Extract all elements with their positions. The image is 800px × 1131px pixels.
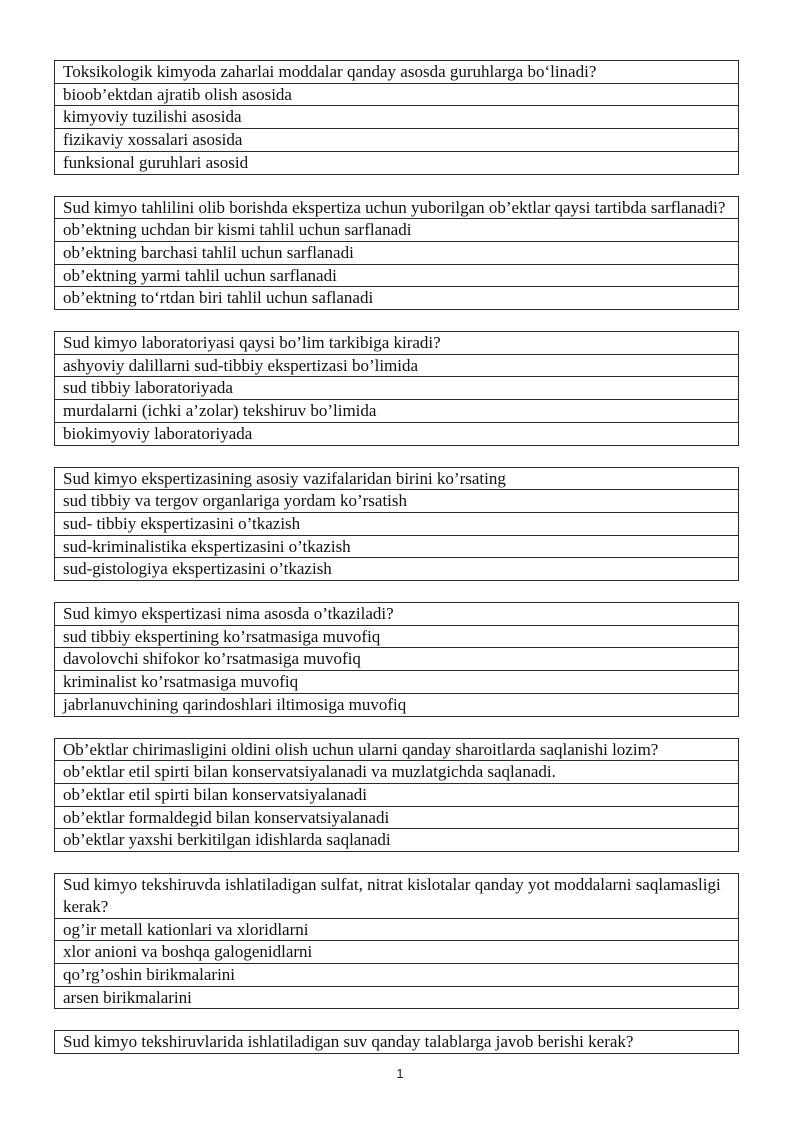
answer-option: ob’ektning yarmi tahlil uchun sarflanadi — [55, 264, 738, 287]
answer-option: murdalarni (ichki a’zolar) tekshiruv bo’limida — [55, 399, 738, 422]
question-text: Sud kimyo ekspertizasi nima asosda o’tkaziladi? — [63, 604, 394, 624]
answer-option: biokimyoviy laboratoriyada — [55, 422, 738, 445]
question-block — [54, 467, 739, 582]
answer-option: sud- tibbiy ekspertizasini o’tkazish — [55, 512, 738, 535]
answer-option: sud tibbiy laboratoriyada — [55, 376, 738, 399]
answer-option: bioob’ektdan ajratib olish asosida — [55, 83, 738, 106]
question-text: Sud kimyo tekshiruvlarida ishlatiladigan suv qanday talablarga javob berishi kerak? — [63, 1032, 634, 1052]
answer-option: ob’ektlar formaldegid bilan konservatsiyalanadi — [55, 806, 738, 829]
answer-option: ashyoviy dalillarni sud-tibbiy ekspertizasi bo’limida — [55, 354, 738, 377]
answer-option: fizikaviy xossalari asosida — [55, 128, 738, 151]
answer-option: jabrlanuvchining qarindoshlari iltimosiga muvofiq — [55, 693, 738, 716]
answer-option: ob’ektlar etil spirti bilan konservatsiyalanadi va muzlatgichda saqlanadi. — [55, 760, 738, 783]
question-block — [54, 602, 739, 717]
question-text: Sud kimyo ekspertizasining asosiy vazifalaridan birini ko’rsating — [63, 468, 506, 488]
answer-option: davolovchi shifokor ko’rsatmasiga muvofiq — [55, 647, 738, 670]
question-text: Sud kimyo laboratoriyasi qaysi bo’lim tarkibiga kiradi? — [63, 333, 441, 353]
answer-option: funksional guruhlari asosid — [55, 151, 738, 174]
answer-option: xlor anioni va boshqa galogenidlarni — [55, 940, 738, 963]
question-block — [54, 873, 739, 1009]
question-block — [54, 60, 739, 175]
answer-option: kriminalist ko’rsatmasiga muvofiq — [55, 670, 738, 693]
answer-option: arsen birikmalarini — [55, 986, 738, 1009]
question-text: Sud kimyo tekshiruvda ishlatiladigan sulfat, nitrat kislotalar qanday yot moddalarni saqlamasligi kerak? — [63, 875, 721, 916]
answer-option: sud tibbiy va tergov organlariga yordam ko’rsatish — [55, 489, 738, 512]
answer-option: ob’ektning to‘rtdan biri tahlil uchun saflanadi — [55, 286, 738, 309]
answer-option: ob’ektning uchdan bir kismi tahlil uchun sarflanadi — [55, 218, 738, 241]
answer-option: og’ir metall kationlari va xloridlarni — [55, 918, 738, 941]
question-block — [54, 738, 739, 853]
question-text: Toksikologik kimyoda zaharlai moddalar qanday asosda guruhlarga bo‘linadi? — [63, 62, 597, 81]
question-list — [54, 60, 739, 1054]
answer-option: sud-kriminalistika ekspertizasini o’tkazish — [55, 535, 738, 558]
question-text: Sud kimyo tahlilini olib borishda ekspertiza uchun yuborilgan ob’ektlar qaysi tartibda sarflanadi? — [63, 197, 726, 217]
question-text: Ob’ektlar chirimasligini oldini olish uchun ularni qanday sharoitlarda saqlanishi lozim? — [63, 739, 659, 759]
page-number: 1 — [396, 1066, 404, 1081]
answer-option: sud tibbiy ekspertining ko’rsatmasiga muvofiq — [55, 625, 738, 648]
question-block — [54, 331, 739, 446]
answer-option: sud-gistologiya ekspertizasini o’tkazish — [55, 557, 738, 580]
answer-option: ob’ektlar etil spirti bilan konservatsiyalanadi — [55, 783, 738, 806]
question-block — [54, 196, 739, 311]
question-block — [54, 1030, 739, 1054]
answer-option: ob’ektning barchasi tahlil uchun sarflanadi — [55, 241, 738, 264]
answer-option: kimyoviy tuzilishi asosida — [55, 105, 738, 128]
answer-option: qo’rg’oshin birikmalarini — [55, 963, 738, 986]
answer-option: ob’ektlar yaxshi berkitilgan idishlarda saqlanadi — [55, 828, 738, 851]
